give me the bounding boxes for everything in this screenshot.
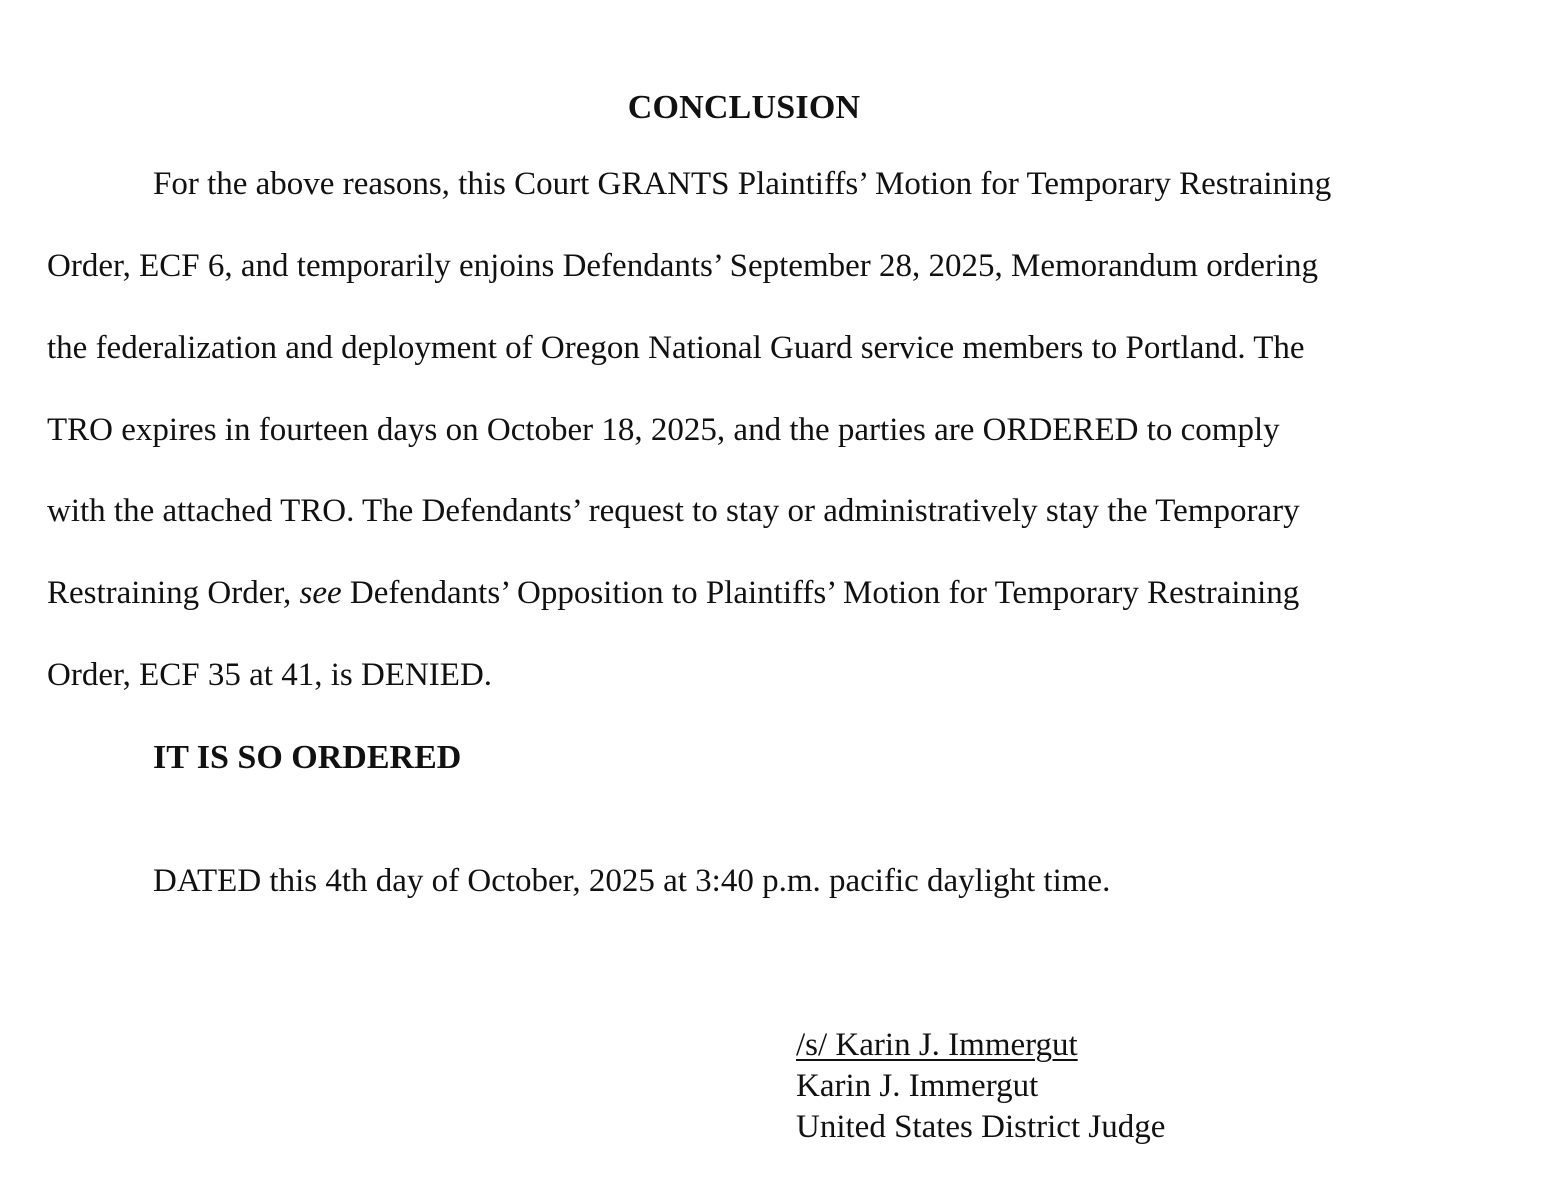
paragraph-line-4: TRO expires in fourteen days on October 18, 2025, and the parties are ORDERED to comply (47, 412, 1280, 448)
signer-title: United States District Judge (796, 1109, 1166, 1145)
signer-name: Karin J. Immergut (796, 1068, 1039, 1104)
paragraph-line-6-before: Restraining Order, (47, 575, 300, 611)
paragraph-line-5: with the attached TRO. The Defendants’ request to stay or administratively stay the Temporary (47, 493, 1300, 529)
signature-line: /s/ Karin J. Immergut (796, 1027, 1078, 1063)
so-ordered-statement: IT IS SO ORDERED (153, 739, 462, 776)
paragraph-line-6 (47, 573, 1299, 613)
paragraph-line-6-after: Defendants’ Opposition to Plaintiffs’ Motion for Temporary Restraining (341, 575, 1300, 611)
dated-line: DATED this 4th day of October, 2025 at 3:40 p.m. pacific daylight time. (153, 863, 1111, 899)
paragraph-line-2: Order, ECF 6, and temporarily enjoins Defendants’ September 28, 2025, Memorandum ordering (47, 248, 1319, 284)
signature-block (796, 1025, 1165, 1148)
section-heading: CONCLUSION (627, 89, 861, 126)
citation-signal-see: see (299, 575, 342, 611)
paragraph-line-3: the federalization and deployment of Oregon National Guard service members to Portland. The (47, 330, 1305, 366)
paragraph-line-7: Order, ECF 35 at 41, is DENIED. (47, 657, 493, 693)
paragraph-line-1: For the above reasons, this Court GRANTS Plaintiffs’ Motion for Temporary Restraining (153, 166, 1332, 202)
